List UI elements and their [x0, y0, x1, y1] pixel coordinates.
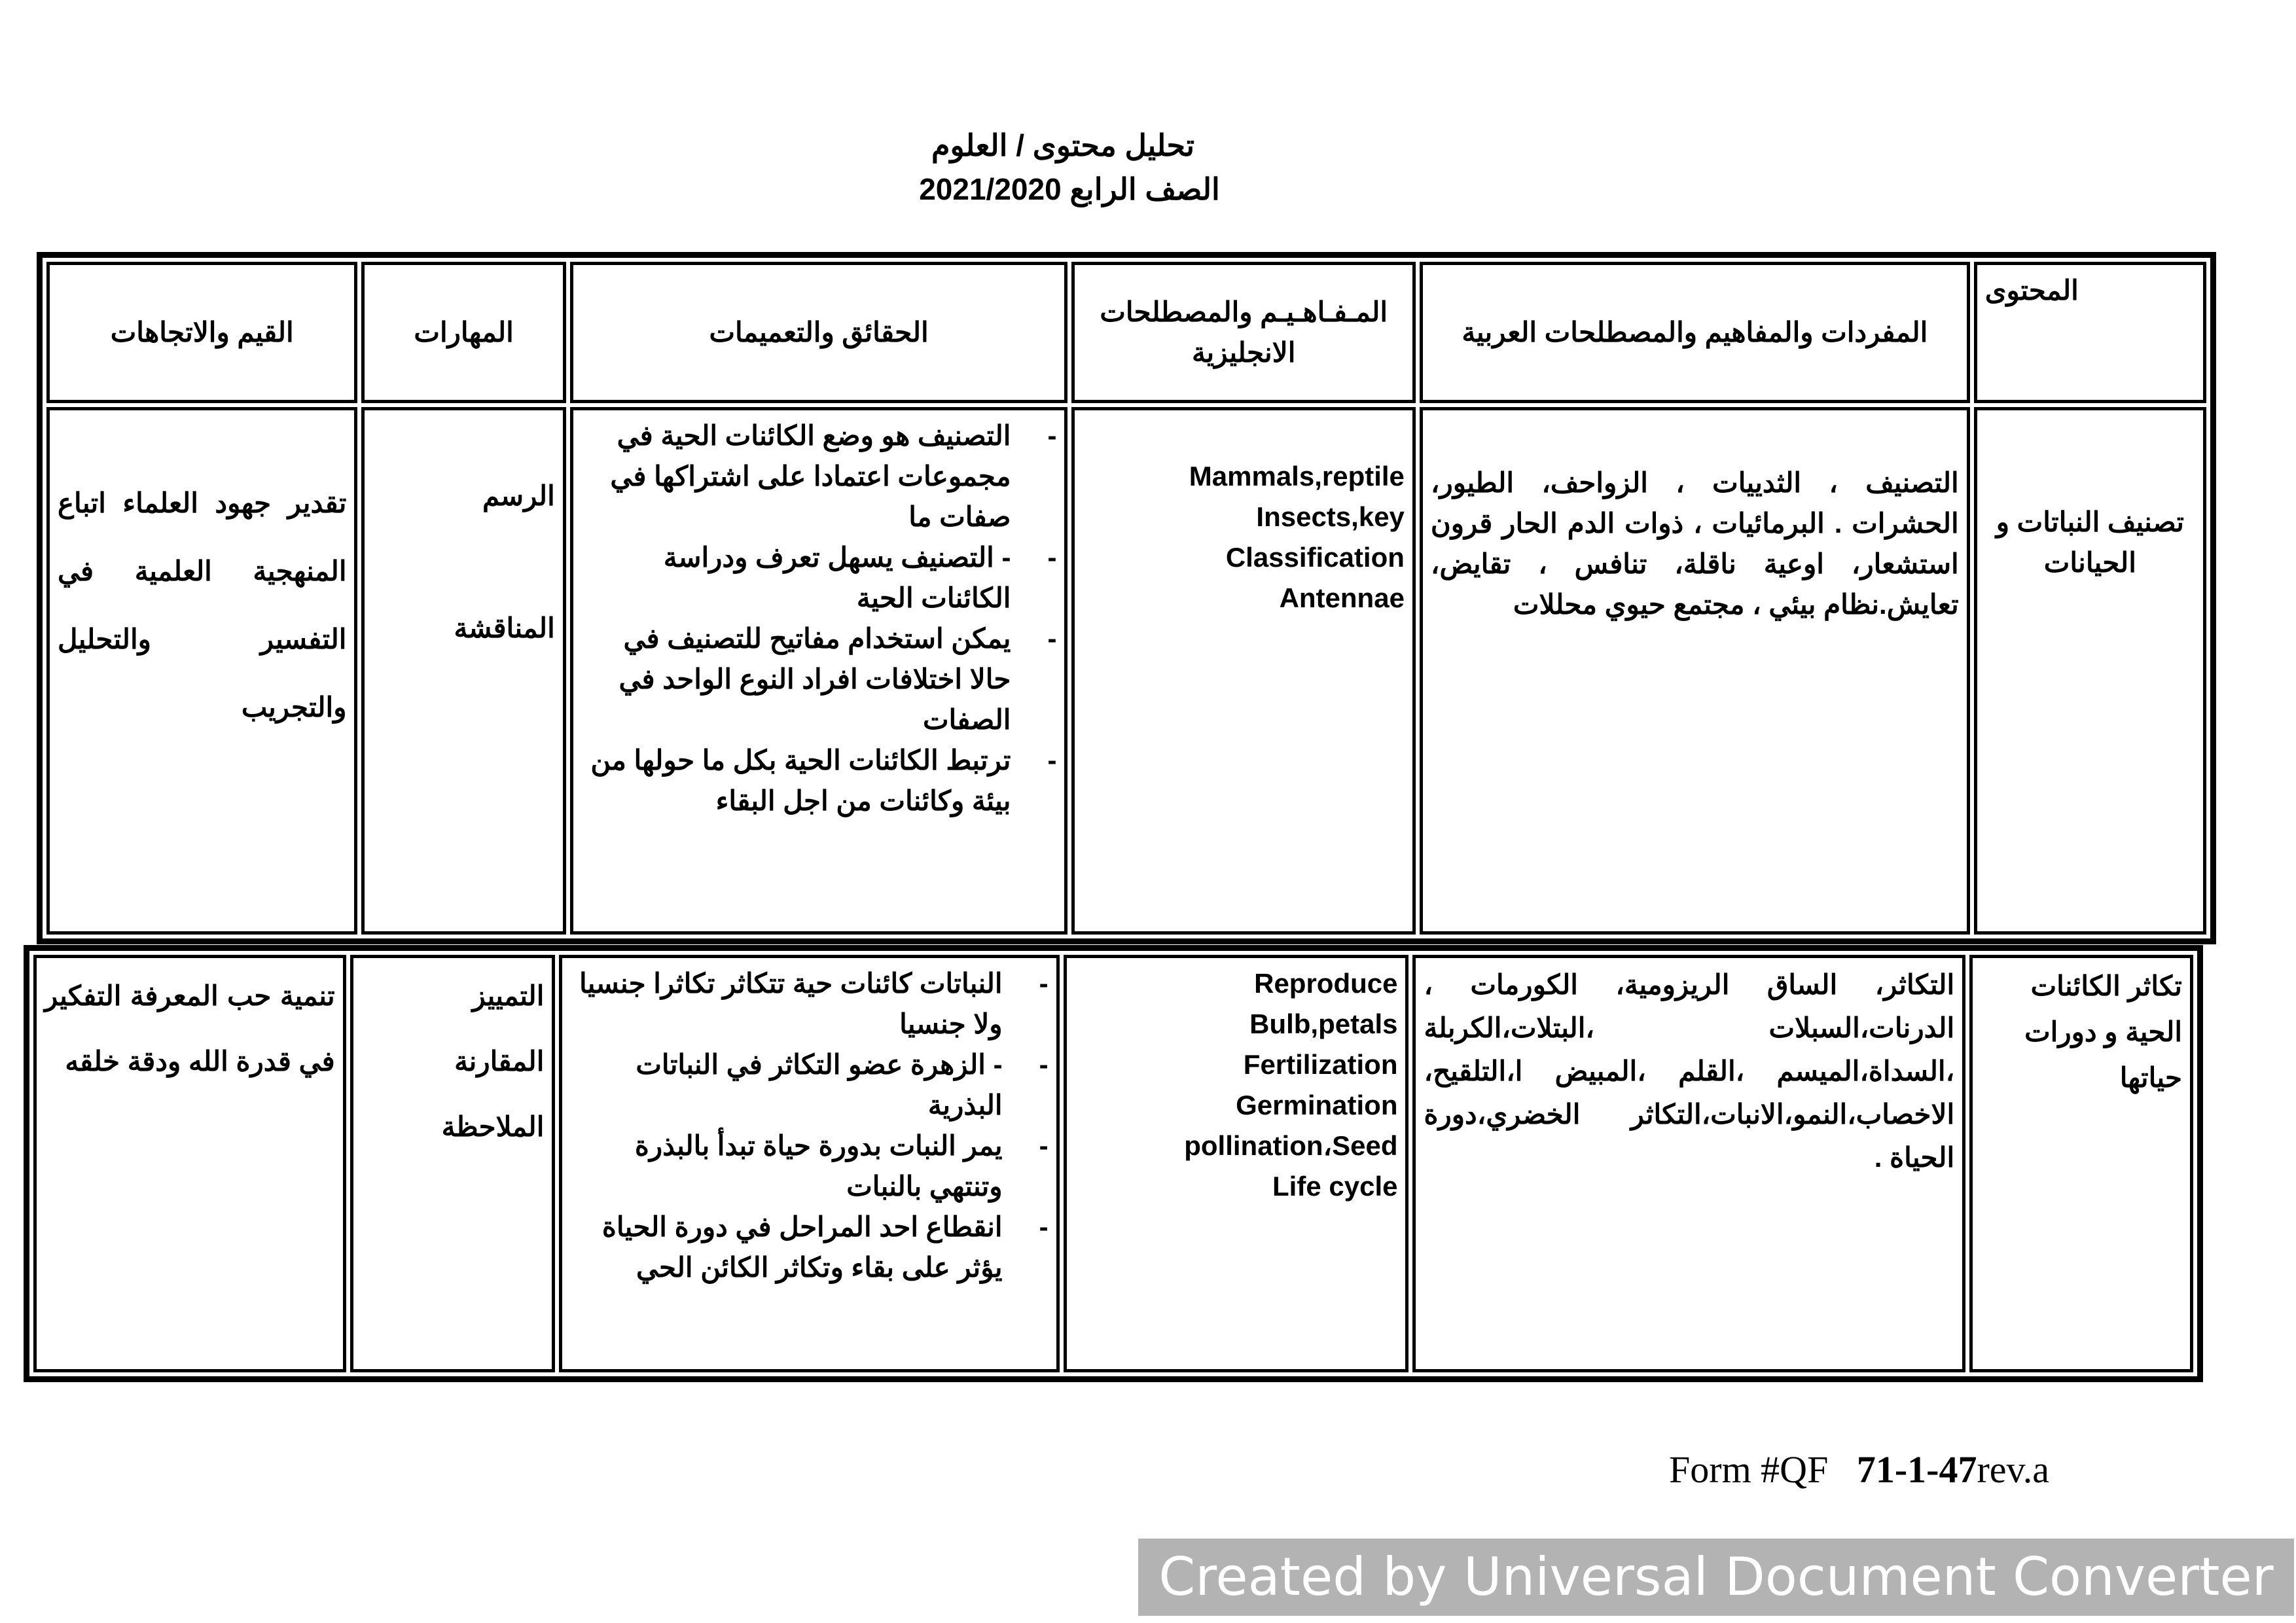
fact-item: - يمكن استخدام مفاتيح للتصنيف في حالا اختلافات افراد النوع الواحد في الصفات: [581, 618, 1057, 740]
row1-arabic-terms: التصنيف ، الثدييات ، الزواحف، الطيور، الحشرات . البرمائيات ، ذوات الدم الحار قرون استشعار، اوعية ناقلة، تنافس ، تقايض، تعايش.نظام بيئي ، مجتمع حيوي محللات: [1420, 407, 1970, 935]
skill-item: التمييز: [472, 980, 545, 1011]
row1-facts: [570, 407, 1068, 935]
skill-item: المقارنة: [454, 1046, 545, 1077]
header-skills: المهارات: [361, 262, 565, 403]
english-term: pollination،Seed: [1184, 1130, 1398, 1161]
row2-facts: [559, 955, 1059, 1372]
row2-content: تكاثر الكائنات الحية و دورات حياتها: [1969, 955, 2193, 1372]
english-term: Life cycle: [1272, 1171, 1398, 1202]
fact-item: - ترتبط الكائنات الحية بكل ما حولها من بيئة وكائنات من اجل البقاء: [581, 740, 1057, 821]
header-english-terms: المـفـاهـيـم والمصطلحات الانجليزية: [1071, 262, 1415, 403]
row1-skills: [361, 407, 565, 935]
english-term: Fertilization: [1243, 1049, 1398, 1080]
english-term: Classification: [1225, 542, 1405, 573]
fact-item: - انقطاع احد المراحل في دورة الحياة يؤثر على بقاء وتكاثر الكائن الحي: [570, 1207, 1048, 1288]
english-term: Insects,key: [1256, 501, 1405, 532]
table-row: [33, 955, 2193, 1372]
fact-item: - التصنيف هو وضع الكائنات الحية في مجموعات اعتمادا على اشتراكها في صفات ما: [581, 416, 1057, 537]
header-content: المحتوى: [1974, 262, 2206, 403]
document-title: تحليل محتوى / العلوم: [931, 128, 1194, 162]
english-term: Reproduce: [1254, 968, 1398, 999]
table-row: [46, 407, 2206, 935]
header-arabic-terms: المفردات والمفاهيم والمصطلحات العربية: [1420, 262, 1970, 403]
form-prefix: Form #QF: [1669, 1448, 1829, 1491]
header-facts: الحقائق والتعميمات: [570, 262, 1068, 403]
content-analysis-table-row-2: [24, 945, 2203, 1382]
skill-item: المناقشة: [454, 613, 555, 643]
converter-watermark: Created by Universal Document Converter: [1138, 1539, 2294, 1616]
document-subtitle: الصف الرابع 2021/2020: [919, 172, 1220, 206]
row2-values: تنمية حب المعرفة التفكير في قدرة الله ودقة خلقه: [33, 955, 346, 1372]
form-code: 71-1-47: [1856, 1448, 1977, 1491]
row1-values: تقدير جهود العلماء اتباع المنهجية العلمية في التفسير والتحليل والتجريب: [46, 407, 357, 935]
english-term: Germination: [1236, 1090, 1398, 1120]
header-values: القيم والاتجاهات: [46, 262, 357, 403]
form-number: [1669, 1448, 2049, 1491]
table-header-row: [46, 262, 2206, 403]
fact-item: - - الزهرة عضو التكاثر في النباتات البذرية: [570, 1044, 1048, 1126]
skill-item: الملاحظة: [441, 1111, 545, 1142]
fact-item: - يمر النبات بدورة حياة تبدأ بالبذرة وتنتهي بالنبات: [570, 1126, 1048, 1207]
row1-content: تصنيف النباتات و الحيانات: [1974, 407, 2206, 935]
row2-arabic-terms: التكاثر، الساق الريزومية، الكورمات ، الدرنات،السبلات ،البتلات،الكربلة ،السداة،الميسم ،القلم ،المبيض ا،التلقيح، الاخصاب،النمو،الانبات،التكاثر الخضري،دورة الحياة .: [1412, 955, 1965, 1372]
english-term: Mammals,reptile: [1189, 461, 1405, 491]
english-term: Bulb,petals: [1249, 1008, 1398, 1039]
row2-skills: [350, 955, 556, 1372]
fact-item: - النباتات كائنات حية تتكاثر تكاثرا جنسيا ولا جنسيا: [570, 963, 1048, 1044]
skill-item: الرسم: [482, 480, 555, 511]
english-term: Antennae: [1279, 582, 1405, 613]
form-suffix: rev.a: [1977, 1448, 2050, 1491]
row1-english-terms: [1071, 407, 1415, 935]
row2-english-terms: [1064, 955, 1409, 1372]
fact-item: - - التصنيف يسهل تعرف ودراسة الكائنات الحية: [581, 537, 1057, 618]
content-analysis-table-header-and-row-1: [37, 252, 2216, 944]
